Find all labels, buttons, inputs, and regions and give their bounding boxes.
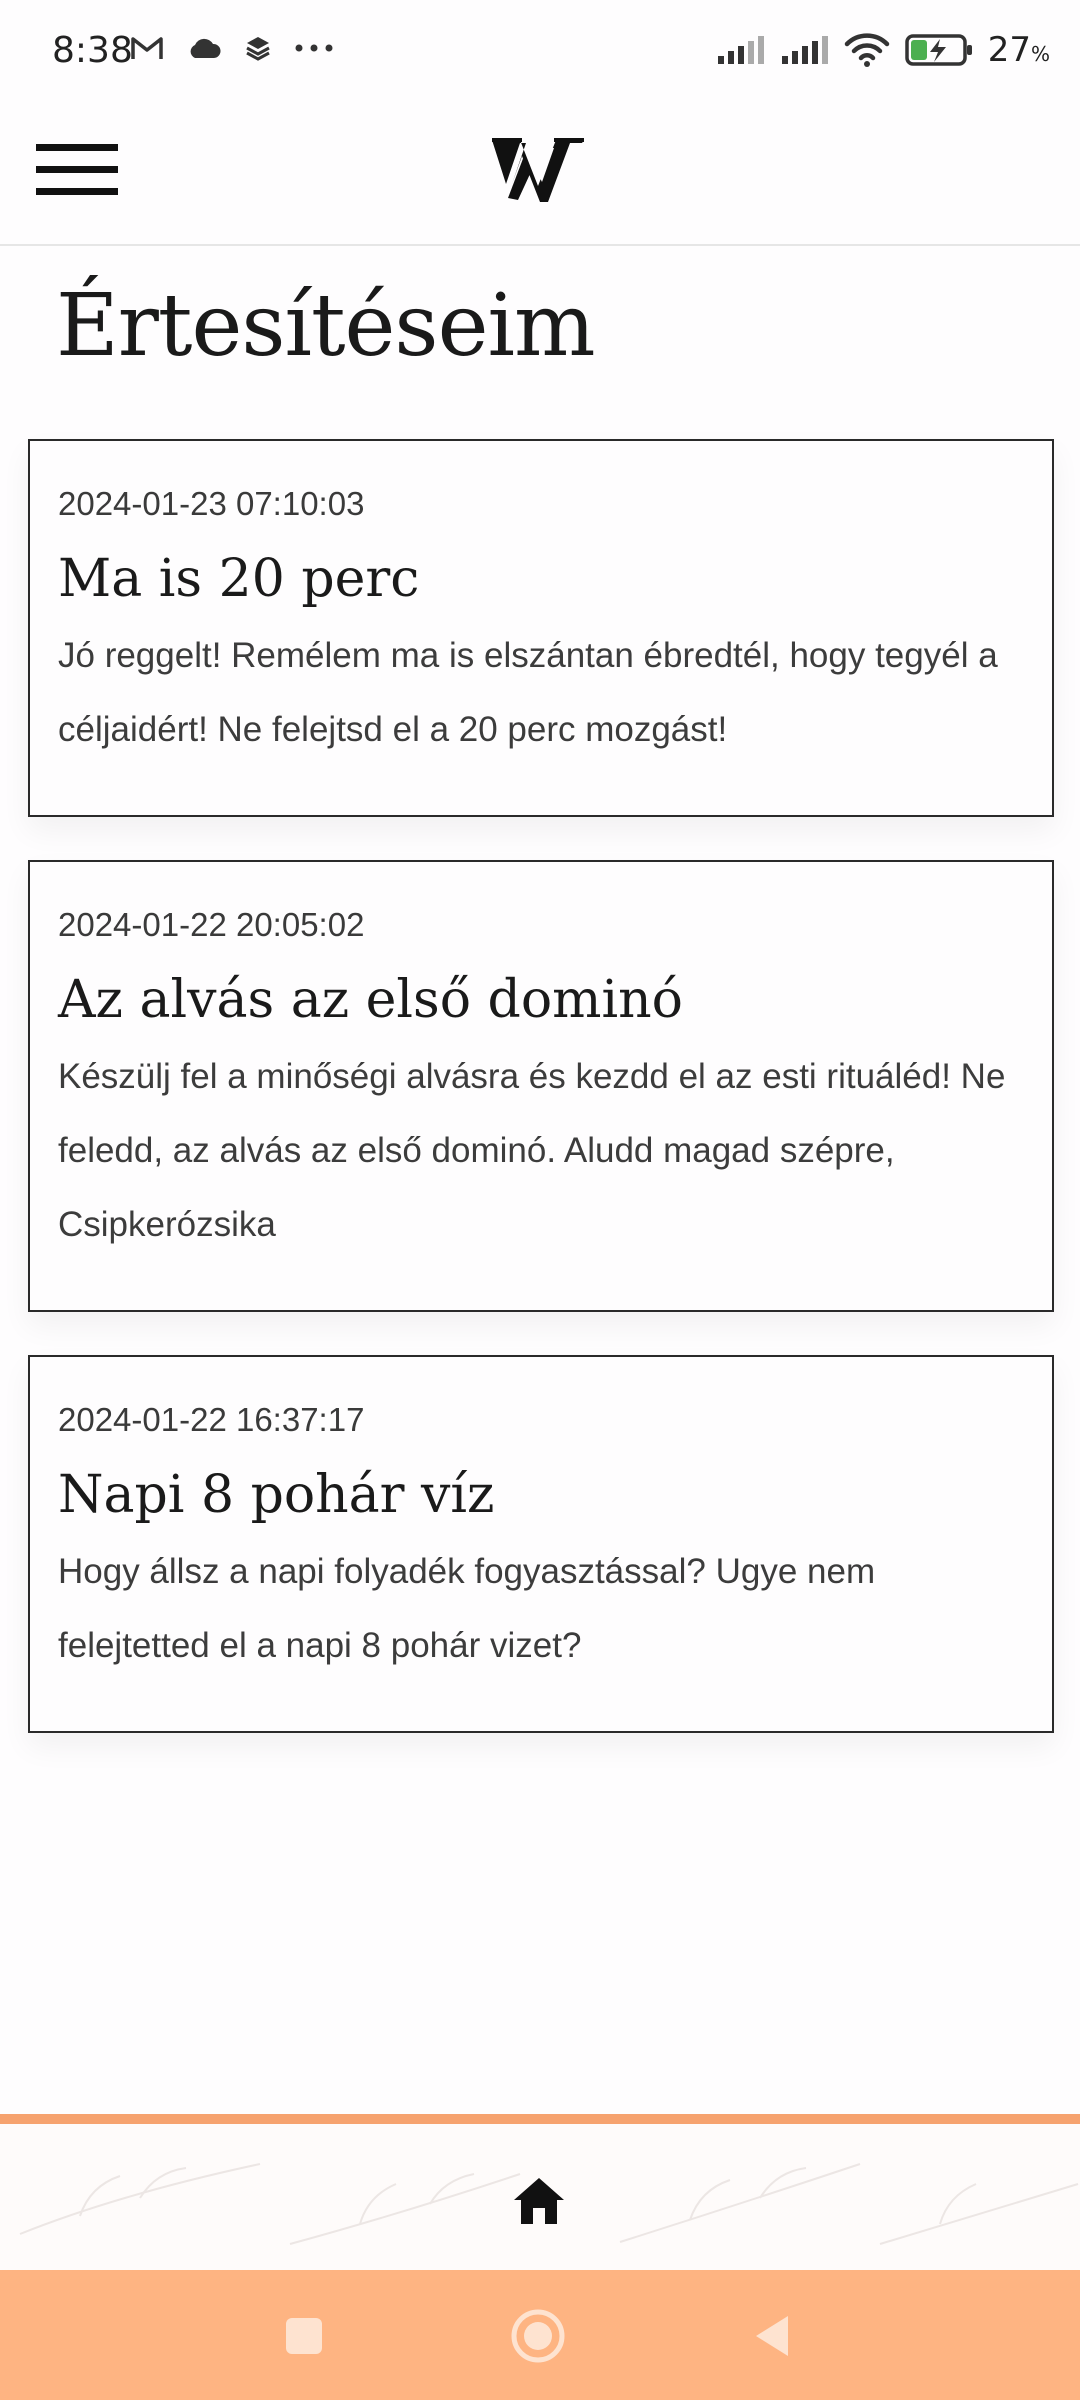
notification-body: Hogy állsz a napi folyadék fogyasztással? Ugye nem felejtetted el a napi 8 pohár vizet? (58, 1552, 876, 1665)
bottom-navigation (0, 2114, 1080, 2270)
home-button-icon[interactable] (510, 2308, 566, 2364)
notification-body: Készülj fel a minőségi alvásra és kezdd el az esti rituáléd! Ne feledd, az alvás az első dominó. Aludd magad szépre, Csipkerózsika (58, 1057, 1006, 1244)
status-time: 8:38 (52, 30, 133, 71)
system-status-icons (716, 30, 1050, 70)
notification-title: Ma is 20 perc (58, 549, 420, 609)
notification-icons (130, 34, 334, 62)
notification-title: Az alvás az első dominó (58, 970, 683, 1030)
notification-body: Jó reggelt! Remélem ma is elszántan ébredtél, hogy tegyél a céljaidért! Ne felejtsd el a 20 perc mozgást! (58, 636, 998, 749)
gmail-icon (130, 35, 164, 61)
cellular-signal-icon (716, 34, 766, 66)
notification-card[interactable] (28, 439, 1054, 817)
status-bar (0, 0, 1080, 108)
battery-percentage: 27% (987, 30, 1050, 70)
notification-timestamp: 2024-01-23 07:10:03 (58, 485, 365, 522)
page-title: Értesítéseim (56, 276, 595, 376)
notification-timestamp: 2024-01-22 20:05:02 (58, 906, 365, 943)
notification-card[interactable] (28, 860, 1054, 1312)
system-navigation-bar (0, 2270, 1080, 2400)
cloud-icon (186, 36, 222, 60)
recents-button-icon[interactable] (276, 2308, 332, 2364)
back-button-icon[interactable] (744, 2308, 800, 2364)
home-icon[interactable] (512, 2176, 566, 2226)
brand-logo[interactable] (490, 134, 586, 206)
notification-card[interactable] (28, 1355, 1054, 1733)
wifi-icon (844, 33, 890, 67)
cellular-signal-2-icon (780, 34, 830, 66)
more-dots-icon (294, 43, 334, 53)
notification-timestamp: 2024-01-22 16:37:17 (58, 1401, 365, 1438)
battery-icon (904, 33, 974, 67)
layers-icon (244, 34, 272, 62)
notification-title: Napi 8 pohár víz (58, 1465, 495, 1525)
hamburger-menu-icon[interactable] (36, 144, 118, 196)
app-header (0, 108, 1080, 246)
